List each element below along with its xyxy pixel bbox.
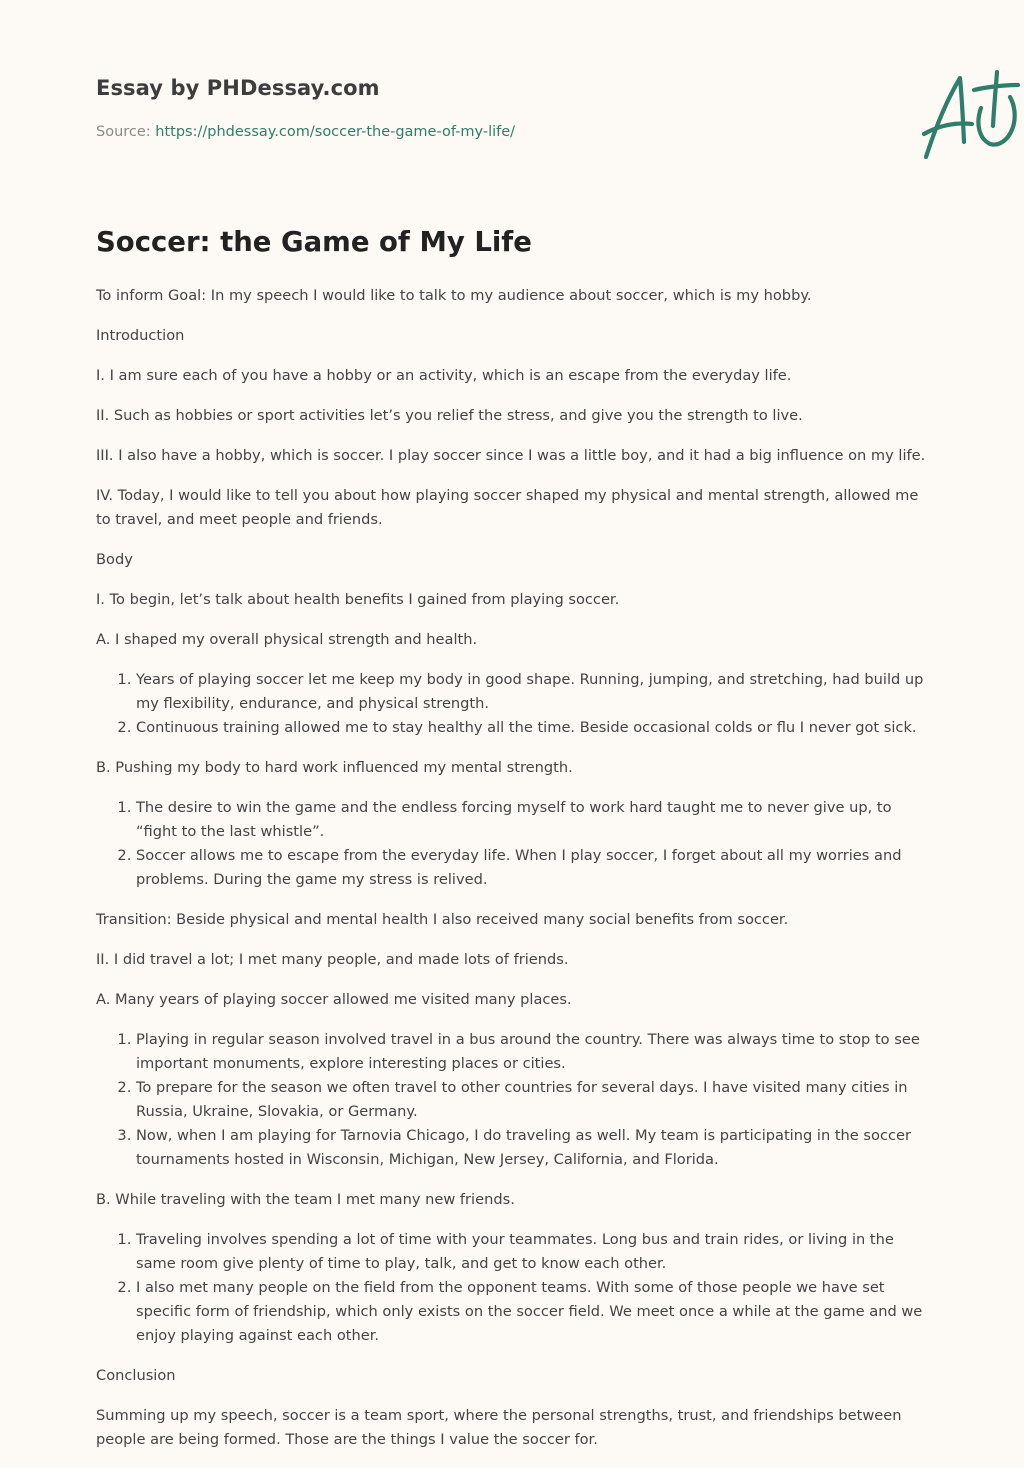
list-2b (96, 1228, 926, 1348)
body-point-2: II. I did travel a lot; I met many people, and made lots of friends. (96, 951, 569, 968)
conclusion-paragraph: Summing up my speech, soccer is a team sport, where the personal strengths, trust, and friendships between people are being formed. Those are the things I value the soccer for. (96, 1407, 902, 1448)
intro-point-4: IV. Today, I would like to tell you about how playing soccer shaped my physical and mental strength, allowed me to travel, and meet people and friends. (96, 487, 919, 528)
list-item: 1. The desire to win the game and the endless forcing myself to work hard taught me to never give up, to “fight to the last whistle”. (136, 796, 926, 844)
body-subpoint-2a: A. Many years of playing soccer allowed me visited many places. (96, 991, 572, 1008)
list-item: 1. Years of playing soccer let me keep my body in good shape. Running, jumping, and stretching, had build up my flexibility, endurance, and physical strength. (136, 668, 926, 716)
list-item: 2. Soccer allows me to escape from the everyday life. When I play soccer, I forget about all my worries and problems. During the game my stress is relived. (136, 844, 926, 892)
list-item: 2. I also met many people on the field from the opponent teams. With some of those people we have set specific form of friendship, which only exists on the soccer field. We meet once a while at the game and we enjoy playing against each other. (136, 1276, 926, 1348)
section-heading-body: Body (96, 551, 133, 568)
list-1b (96, 796, 926, 892)
source-label: Source: (96, 124, 151, 140)
intro-point-1: I. I am sure each of you have a hobby or an activity, which is an escape from the everyday life. (96, 367, 792, 384)
goal-paragraph: To inform Goal: In my speech I would like to talk to my audience about soccer, which is my hobby. (96, 287, 812, 304)
body-subpoint-1a: A. I shaped my overall physical strength and health. (96, 631, 478, 648)
body-subpoint-1b: B. Pushing my body to hard work influenced my mental strength. (96, 759, 573, 776)
list-item: 2. To prepare for the season we often travel to other countries for several days. I have visited many cities in Russia, Ukraine, Slovakia, or Germany. (136, 1076, 926, 1124)
list-2a (96, 1028, 926, 1172)
intro-point-2: II. Such as hobbies or sport activities let’s you relief the stress, and give you the strength to live. (96, 407, 803, 424)
essay-body (96, 284, 926, 1468)
list-item: 1. Traveling involves spending a lot of time with your teammates. Long bus and train rides, or living in the same room give plenty of time to play, talk, and get to know each other. (136, 1228, 926, 1276)
a-plus-logo-icon (914, 64, 1024, 168)
list-item: 1. Playing in regular season involved travel in a bus around the country. There was always time to stop to see important monuments, explore interesting places or cities. (136, 1028, 926, 1076)
body-point-1: I. To begin, let’s talk about health benefits I gained from playing soccer. (96, 591, 620, 608)
site-brand: Essay by PHDessay.com (96, 76, 380, 100)
list-item: 2. Continuous training allowed me to stay healthy all the time. Beside occasional colds or flu I never got sick. (136, 716, 926, 740)
section-heading-conclusion: Conclusion (96, 1367, 176, 1384)
source-line (96, 124, 515, 140)
section-heading-introduction: Introduction (96, 327, 185, 344)
list-1a (96, 668, 926, 740)
transition-paragraph: Transition: Beside physical and mental health I also received many social benefits from soccer. (96, 911, 789, 928)
source-link[interactable]: https://phdessay.com/soccer-the-game-of-my-life/ (155, 124, 516, 140)
list-item: 3. Now, when I am playing for Tarnovia Chicago, I do traveling as well. My team is participating in the soccer tournaments hosted in Wisconsin, Michigan, New Jersey, California, and Florida. (136, 1124, 926, 1172)
essay-title: Soccer: the Game of My Life (96, 226, 532, 258)
body-subpoint-2b: B. While traveling with the team I met many new friends. (96, 1191, 515, 1208)
intro-point-3: III. I also have a hobby, which is soccer. I play soccer since I was a little boy, and it had a big influence on my life. (96, 447, 926, 464)
